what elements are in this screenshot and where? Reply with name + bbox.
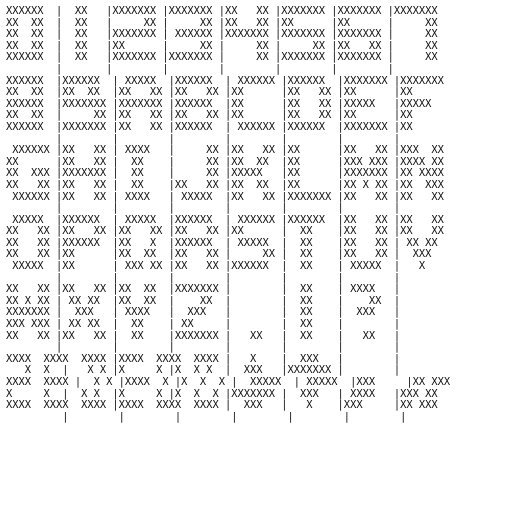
ascii-art-line: XXXXX |XXXXXX | XXXXX |XXXXXX | XXXXXX |XXXXXX |XX XX |XX XX — [6, 213, 444, 226]
ascii-art-line: XXXX XXXX XXXX |XXXX XXXX XXXX | X | XXX | | — [6, 352, 401, 365]
ascii-art-line: XXXXXX | XX |XXXXXXX |XXXXXXX |XX XX |XXXXXXX |XXXXXXX |XXXXXXX — [6, 5, 438, 17]
ascii-art-line: XX XX | XX |XX XX |XX XX |XX |XX XX |XX |XX — [6, 109, 413, 122]
ascii-art-line: | | | | | | | — [6, 271, 401, 284]
ascii-art-line: X X | X X |X X |X X X | XXX |XXXXXXX | | — [6, 364, 401, 377]
ascii-art-line: XX X XX | XX XX |XX XX | XX | | XX | XX | — [6, 294, 401, 307]
ascii-art-line: | | | | | | | — [6, 202, 401, 215]
ascii-art-line: XXXXXX |XX XX | XXXX | XX |XX XX |XX |XX XX |XXX XX — [6, 144, 444, 157]
ascii-art-line: XX XX | XX | XX | XX |XX XX |XX |XX | XX — [6, 16, 438, 29]
ascii-art-line: XXXX XXXX | X X |XXXX X |X X X | XXXXX | XXXXX |XXX |XX XXX — [6, 376, 451, 388]
ascii-art-line: XXX XXX | XX XX | XX | XX | | XX | | — [6, 318, 401, 331]
ascii-art-line: XX XX | XX |XXXXXXX | XXXXXX |XXXXXXX |XXXXXXX |XXXXXXX | XX — [6, 28, 438, 41]
ascii-art-line: XX XX | XX |XX | XX | XX | XX |XX XX | XX — [6, 39, 438, 52]
ascii-art-line: XX XX |XX XX |XX XX |XXXXXXX | | XX | XXXX | — [6, 283, 401, 296]
ascii-art-line: XX XX |XX XX | XX |XXXXXXX | XX | XX | XX | — [6, 329, 401, 342]
ascii-art-line: XX |XX XX | XX | XX |XX XX |XX |XXX XXX |XXXX XX — [6, 155, 444, 168]
ascii-art-line: XXXXXX |XX XX | XXXX | XXXXX |XX XX |XXXXXXX |XX XX |XX XX — [6, 190, 444, 203]
ascii-art-line: X X | X X |X X |X X X |XXXXXXX | XXX | XXXX |XXX XX — [6, 387, 438, 400]
ascii-art-line: | | | | | | | — [6, 132, 401, 145]
ascii-art-line: XX XX |XX XX |XX XX |XX XX |XX | XX |XX XX |XX XX — [6, 225, 444, 238]
ascii-art-line: XX XX |XX |XX XX |XX XX | XX | XX |XX XX | XXX — [6, 248, 432, 261]
ascii-art-line: | | | | | | | — [6, 410, 407, 423]
ascii-art-line: XXXXXXX | XXX | XXXX | XXX | | XX | XXX | — [6, 306, 401, 319]
ascii-art-line: XXXX XXXX XXXX |XXXX XXXX XXXX | XXX | X |XXX |XX XXX — [6, 399, 438, 412]
ascii-art-line: XXXXXX |XXXXXXX |XXXXXXX |XXXXXX |XX |XX XX |XXXXX |XXXXX — [6, 97, 432, 110]
ascii-art-line: XXXXXX | XX |XXXXXXX |XXXXXXX | XX |XXXXXXX |XXXXXXX | XX — [6, 51, 438, 64]
ascii-art-line: XX XXX |XXXXXXX | XX | XX |XXXXX |XX |XXXXXXX |XX XXXX — [6, 167, 444, 180]
ascii-art-line: XXXXXX |XXXXXX | XXXXX |XXXXXX | XXXXXX |XXXXXX |XXXXXXX |XXXXXXX — [6, 74, 444, 87]
ascii-art-line: | | | | | | | — [6, 341, 401, 354]
ascii-art-line: XXXXX |XX | XXX XX |XX XX |XXXXXX | XX | XXXXX | X — [6, 260, 426, 273]
ascii-art-line: XX XX |XX XX |XX XX |XX XX |XX |XX XX |XX |XX — [6, 86, 413, 99]
ascii-art-line: XX XX |XXXXXX |XX X |XXXXXX | XXXXX | XX |XX XX | XX XX — [6, 236, 438, 249]
ascii-art-line: XX XX |XX XX | XX |XX XX |XX XX |XX |XX X XX |XX XXX — [6, 178, 444, 191]
ascii-art-line: | | | | | | | — [6, 62, 394, 75]
ascii-art-line: XXXXXX |XXXXXXX |XX XX |XXXXXX | XXXXXX |XXXXXX |XXXXXXX |XX — [6, 120, 413, 133]
